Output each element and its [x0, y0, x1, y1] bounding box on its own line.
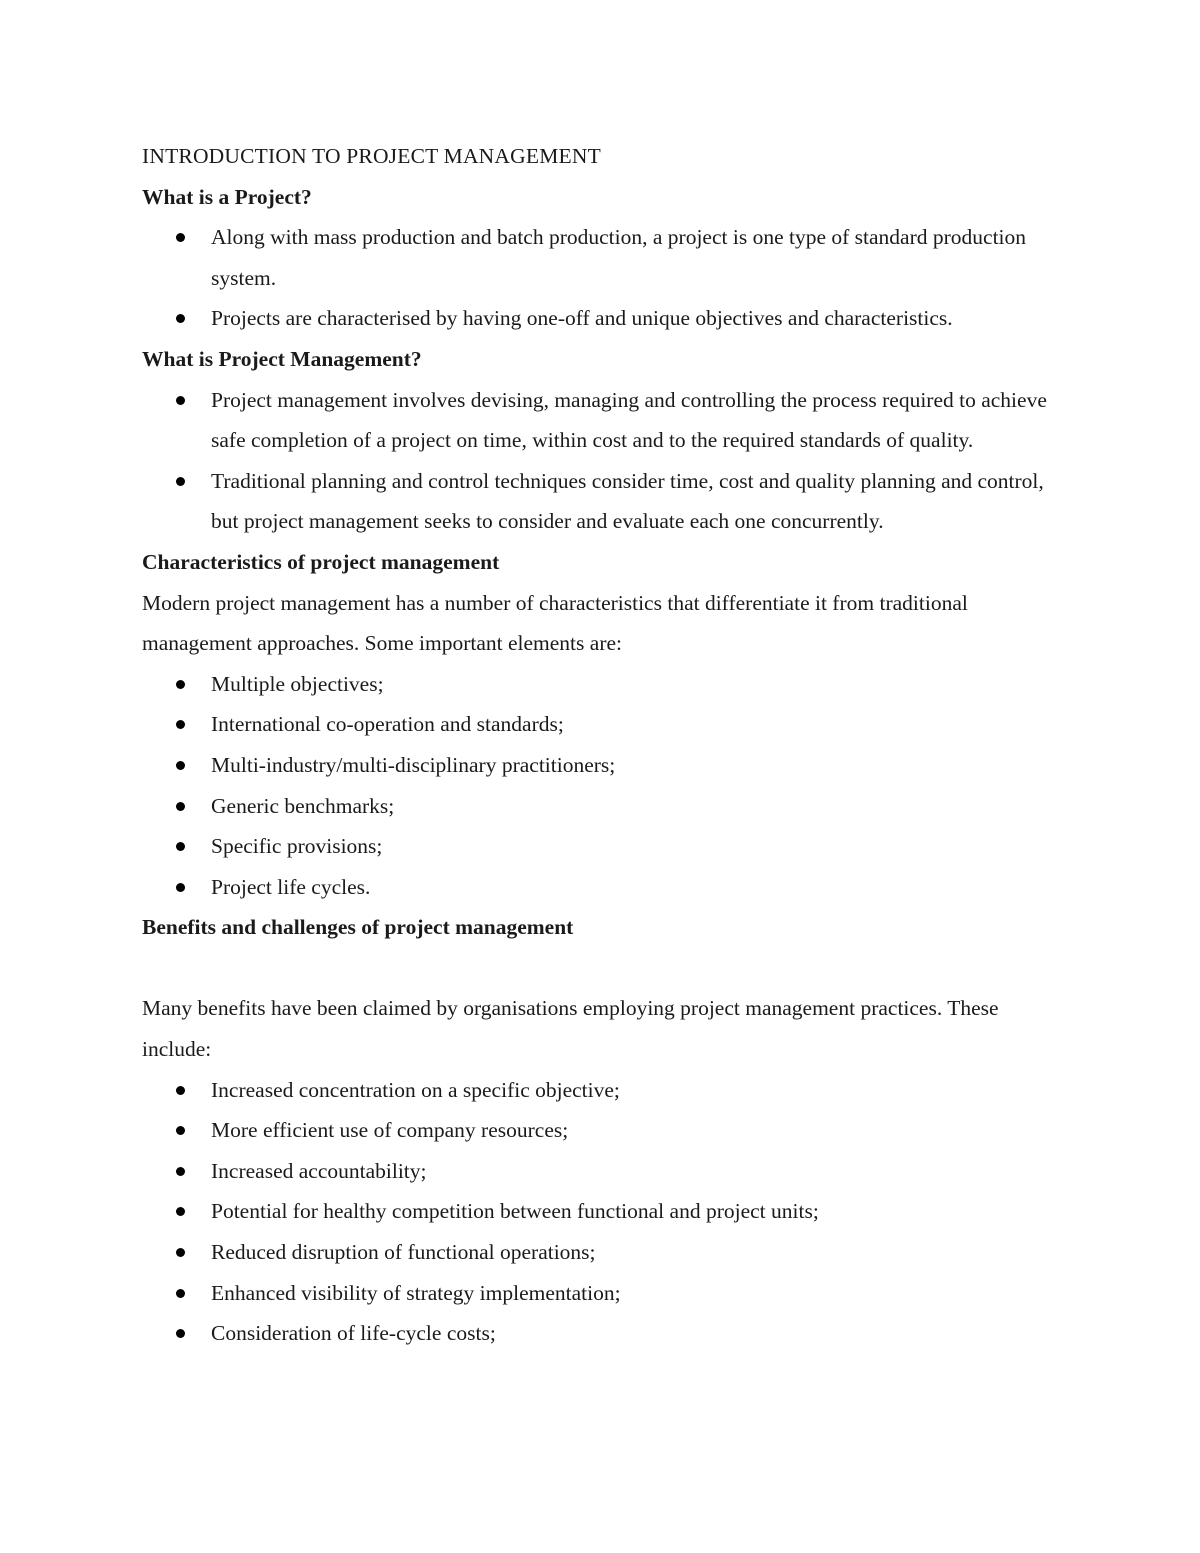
list-item-text: International co-operation and standards; — [211, 712, 564, 737]
bullet-list-characteristics — [142, 664, 1062, 908]
list-item-text: Increased accountability; — [211, 1158, 427, 1183]
list-item — [142, 664, 1062, 705]
section-heading-what-is-pm: What is Project Management? — [142, 346, 422, 371]
list-item — [142, 217, 1062, 298]
list-item-text: More efficient use of company resources; — [211, 1118, 569, 1143]
list-item — [142, 704, 1062, 745]
benefits-intro: Many benefits have been claimed by organisations employing project management practices. These include: — [142, 996, 999, 1062]
list-item-text: Generic benchmarks; — [211, 793, 395, 818]
section-heading-benefits: Benefits and challenges of project management — [142, 915, 574, 940]
characteristics-intro: Modern project management has a number of characteristics that differentiate it from traditional management approaches. Some important elements are: — [142, 590, 968, 656]
list-item — [142, 461, 1062, 542]
list-item — [142, 1273, 1062, 1314]
blank-line — [142, 948, 1062, 989]
document-body — [142, 136, 1062, 1354]
list-item-text: Reduced disruption of functional operations; — [211, 1240, 596, 1265]
list-item-text: Project life cycles. — [211, 874, 371, 899]
list-item-text: Potential for healthy competition between functional and project units; — [211, 1199, 819, 1224]
list-item — [142, 1110, 1062, 1151]
bullet-list-benefits — [142, 1070, 1062, 1354]
list-item-text: Multi-industry/multi-disciplinary practitioners; — [211, 752, 616, 777]
bullet-list-what-is-project — [142, 217, 1062, 339]
list-item — [142, 1151, 1062, 1192]
list-item — [142, 298, 1062, 339]
list-item — [142, 380, 1062, 461]
list-item — [142, 1313, 1062, 1354]
list-item-text: Projects are characterised by having one-off and unique objectives and characteristics. — [211, 306, 953, 331]
list-item-text: Increased concentration on a specific objective; — [211, 1077, 620, 1102]
list-item — [142, 1232, 1062, 1273]
list-item — [142, 745, 1062, 786]
list-item — [142, 1070, 1062, 1111]
list-item-text: Traditional planning and control techniques consider time, cost and quality planning and control, but project management seeks to consider and evaluate each one concurrently. — [211, 468, 1044, 534]
list-item — [142, 786, 1062, 827]
section-heading-what-is-project: What is a Project? — [142, 184, 312, 209]
list-item-text: Multiple objectives; — [211, 671, 384, 696]
document-title: INTRODUCTION TO PROJECT MANAGEMENT — [142, 144, 601, 168]
list-item — [142, 1191, 1062, 1232]
list-item — [142, 867, 1062, 908]
list-item-text: Project management involves devising, managing and controlling the process required to achieve safe completion of a project on time, within cost and to the required standards of quality. — [211, 387, 1047, 453]
section-heading-characteristics: Characteristics of project management — [142, 549, 500, 574]
list-item-text: Specific provisions; — [211, 834, 383, 859]
list-item-text: Consideration of life-cycle costs; — [211, 1321, 496, 1346]
list-item-text: Enhanced visibility of strategy implementation; — [211, 1280, 621, 1305]
list-item-text: Along with mass production and batch production, a project is one type of standard production system. — [211, 225, 1027, 290]
list-item — [142, 826, 1062, 867]
bullet-list-what-is-pm — [142, 380, 1062, 542]
